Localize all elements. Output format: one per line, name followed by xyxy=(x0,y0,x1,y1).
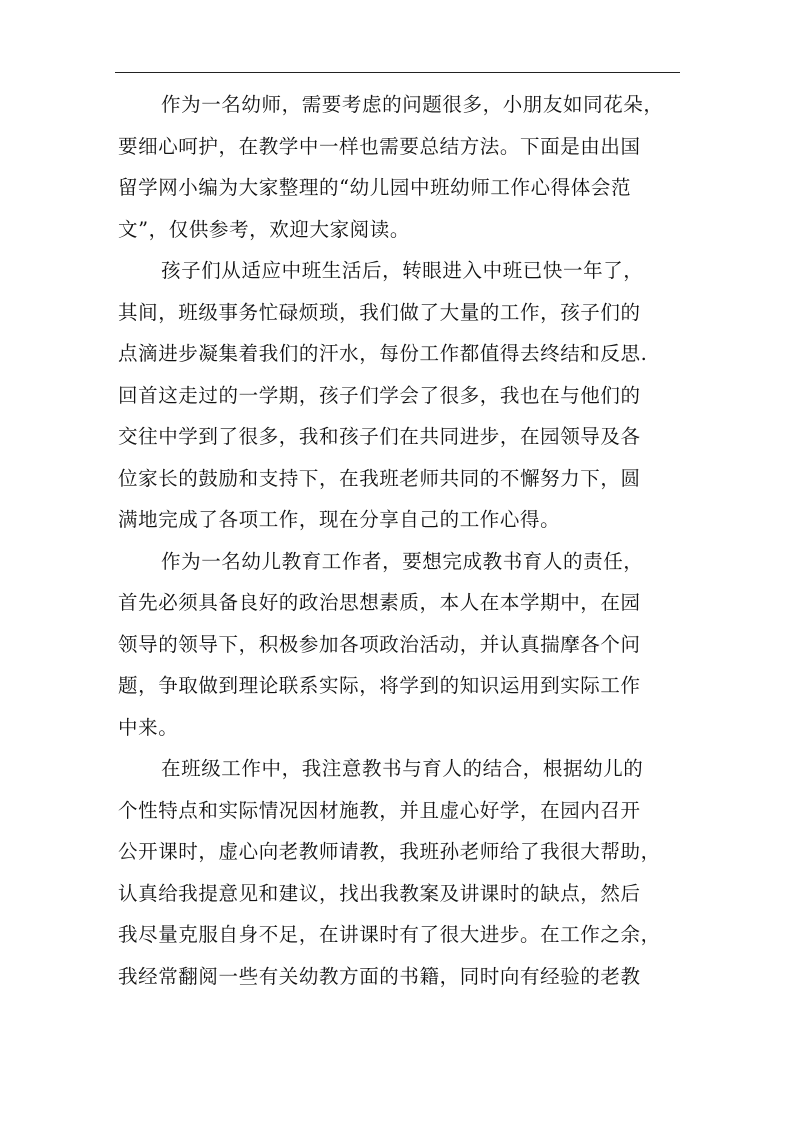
paragraph-4-line-1: 在班级工作中，我注意教书与育人的结合，根据幼儿的 xyxy=(161,757,644,780)
paragraph-2-line-7: 满地完成了各项工作，现在分享自己的工作心得。 xyxy=(118,508,561,531)
paragraph-2-line-6: 位家长的鼓励和支持下，在我班老师共同的不懈努力下，圆 xyxy=(118,466,641,490)
paragraph-4-line-2: 个性特点和实际情况因材施教，并且虚心好学，在园内召开 xyxy=(118,798,641,822)
paragraph-4-line-6: 我经常翻阅一些有关幼教方面的书籍，同时向有经验的老教 xyxy=(118,964,641,988)
paragraph-2-line-5: 交往中学到了很多，我和孩子们在共同进步，在园领导及各 xyxy=(118,425,641,448)
paragraph-3-line-4: 题，争取做到理论联系实际，将学到的知识运用到实际工作 xyxy=(118,674,641,697)
paragraph-3-line-5: 中来。 xyxy=(118,715,179,739)
paragraph-4-line-3: 公开课时，虚心向老教师请教，我班孙老师给了我很大帮助， xyxy=(118,840,661,863)
paragraph-3-line-1: 作为一名幼儿教育工作者，要想完成教书育人的责任， xyxy=(161,549,644,573)
paragraph-1-line-4: 文”，仅供参考，欢迎大家阅读。 xyxy=(118,217,410,241)
paragraph-3-line-3: 领导的领导下，积极参加各项政治活动，并认真揣摩各个问 xyxy=(118,632,641,656)
paragraph-4-line-4: 认真给我提意见和建议，找出我教案及讲课时的缺点，然后 xyxy=(118,881,641,905)
paragraph-1-line-2: 要细心呵护，在教学中一样也需要总结方法。下面是由出国 xyxy=(118,134,641,158)
paragraph-2-line-4: 回首这走过的一学期，孩子们学会了很多，我也在与他们的 xyxy=(118,383,641,407)
paragraph-2-line-2: 其间，班级事务忙碌烦琐，我们做了大量的工作，孩子们的 xyxy=(118,300,641,324)
paragraph-1-line-3: 留学网小编为大家整理的“幼儿园中班幼师工作心得体会范 xyxy=(118,176,632,199)
header-rule xyxy=(115,72,680,73)
paragraph-2-line-1: 孩子们从适应中班生活后，转眼进入中班已快一年了， xyxy=(161,259,644,282)
paragraph-4-line-5: 我尽量克服自身不足，在讲课时有了很大进步。在工作之余， xyxy=(118,923,661,946)
paragraph-1-line-1: 作为一名幼师，需要考虑的问题很多，小朋友如同花朵， xyxy=(161,93,664,116)
paragraph-3-line-2: 首先必须具备良好的政治思想素质，本人在本学期中，在园 xyxy=(118,591,641,614)
paragraph-2-line-3: 点滴进步凝集着我们的汗水，每份工作都值得去终结和反思. xyxy=(118,342,648,365)
